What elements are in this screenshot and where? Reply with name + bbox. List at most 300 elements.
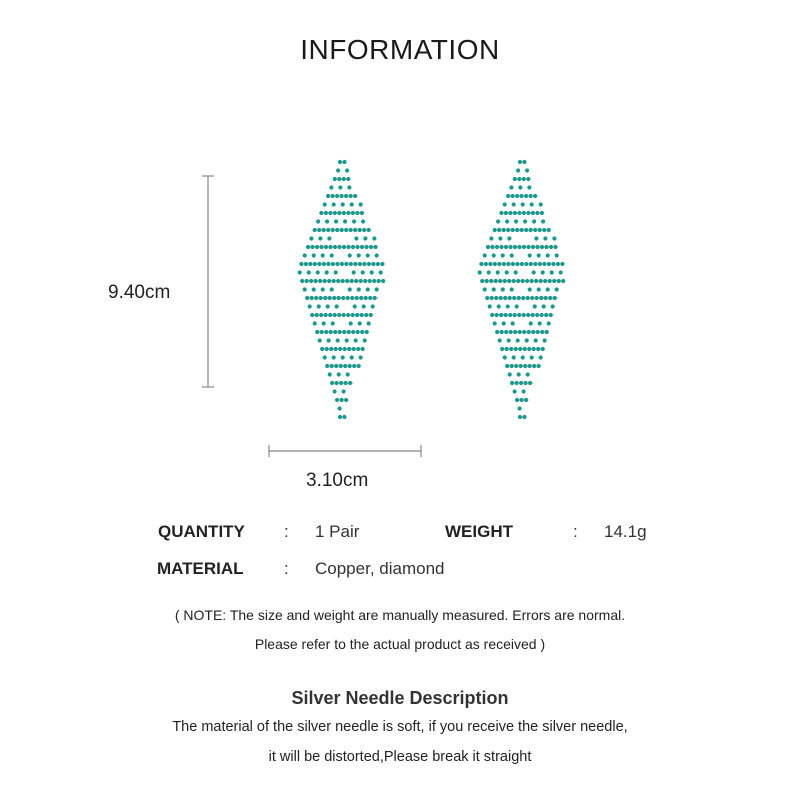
earring-stone — [521, 202, 525, 206]
earring-stone — [343, 347, 347, 351]
earring-stone — [359, 279, 363, 283]
earring-stone — [527, 347, 531, 351]
earring-stone — [525, 168, 529, 172]
earring-stone — [321, 253, 325, 257]
earring-stone — [361, 347, 365, 351]
earring-stone — [547, 228, 551, 232]
earring-stone — [549, 245, 553, 249]
earring-stone — [323, 296, 327, 300]
earring-stone — [501, 287, 505, 291]
earring-stone — [342, 313, 346, 317]
material-separator: : — [284, 559, 289, 578]
earring-stone — [303, 287, 307, 291]
earring-stone — [328, 313, 332, 317]
earring-stone — [496, 270, 500, 274]
earring-stone — [368, 279, 372, 283]
earring-stone — [532, 270, 536, 274]
earring-stone — [517, 372, 521, 376]
earring-stone — [340, 228, 344, 232]
earring-stone — [359, 355, 363, 359]
earring-stone — [329, 330, 333, 334]
earring-stone — [526, 211, 530, 215]
earring-stone — [339, 381, 343, 385]
earring-stone — [521, 355, 525, 359]
earring-stone — [349, 321, 353, 325]
earring-stone — [330, 364, 334, 368]
earring-stone — [334, 364, 338, 368]
earring-stone — [322, 262, 326, 266]
earring-stone — [344, 381, 348, 385]
earring-stone — [361, 219, 365, 223]
earring-stone — [517, 245, 521, 249]
earring-stone — [542, 304, 546, 308]
earring-stone — [326, 262, 330, 266]
earring-stone — [541, 347, 545, 351]
earring-stone — [514, 347, 518, 351]
earring-stone — [533, 262, 537, 266]
earring-stone — [306, 245, 310, 249]
earring-stone — [547, 321, 551, 325]
earring-stone — [367, 228, 371, 232]
earring-stone — [327, 236, 331, 240]
earring-stone — [556, 262, 560, 266]
earring-stone — [310, 245, 314, 249]
earring-stone — [508, 313, 512, 317]
earring-stone — [483, 253, 487, 257]
earring-stone — [535, 245, 539, 249]
earring-stone — [552, 279, 556, 283]
earring-stone — [328, 211, 332, 215]
earring-stone — [498, 236, 502, 240]
earring-stone — [513, 389, 517, 393]
earring-stone — [372, 236, 376, 240]
earring-stone — [332, 202, 336, 206]
earring-stone — [324, 330, 328, 334]
earring-stone — [535, 313, 539, 317]
earring-stone — [315, 245, 319, 249]
earring-stone — [520, 398, 524, 402]
earring-stone — [505, 270, 509, 274]
note-line-1: ( NOTE: The size and weight are manually measured. Errors are normal. — [174, 607, 626, 623]
earring-stone — [521, 279, 525, 283]
earring-stone — [528, 287, 532, 291]
earring-stone — [379, 270, 383, 274]
earring-stone — [496, 219, 500, 223]
earring-stone — [329, 185, 333, 189]
earring-stone — [344, 262, 348, 266]
earring-stone — [518, 415, 522, 419]
earring-stone — [332, 279, 336, 283]
earring-stone — [335, 398, 339, 402]
earring-stone — [538, 321, 542, 325]
earring-stone — [515, 398, 519, 402]
earring-stone — [353, 228, 357, 232]
earring-stone — [341, 296, 345, 300]
weight-separator: : — [573, 522, 578, 541]
earring-stone — [369, 245, 373, 249]
earring-stone — [497, 262, 501, 266]
earring-stone — [313, 321, 317, 325]
earring-stone — [364, 313, 368, 317]
earring-stone — [508, 245, 512, 249]
earring-stone — [498, 279, 502, 283]
earring-stone — [334, 270, 338, 274]
earring-stone — [530, 296, 534, 300]
earring-stone — [549, 313, 553, 317]
earring-stone — [514, 364, 518, 368]
earring-stone — [349, 262, 353, 266]
earring-stone — [346, 372, 350, 376]
earring-stone — [335, 381, 339, 385]
earring-stone — [353, 194, 357, 198]
earring-stone — [517, 313, 521, 317]
earring-stone — [340, 262, 344, 266]
earring-stone — [356, 347, 360, 351]
earring-stone — [505, 364, 509, 368]
earring-stone — [532, 347, 536, 351]
earring-stone — [479, 262, 483, 266]
earring-stone — [328, 296, 332, 300]
earring-stone — [320, 347, 324, 351]
earring-stone — [337, 313, 341, 317]
earring-stone — [358, 228, 362, 232]
earring-stone — [355, 211, 359, 215]
earring-stone — [335, 228, 339, 232]
material-label: MATERIAL — [157, 559, 244, 578]
earring-stone — [542, 228, 546, 232]
earring-stone — [533, 194, 537, 198]
earring-stone — [528, 364, 532, 368]
earring-stone — [502, 228, 506, 232]
earring-stone — [367, 321, 371, 325]
earring-stone — [526, 313, 530, 317]
earring-stone — [530, 202, 534, 206]
earring-stone — [353, 262, 357, 266]
earring-stone — [528, 253, 532, 257]
earring-stone — [346, 177, 350, 181]
earring-stone — [539, 296, 543, 300]
earring-stone — [323, 355, 327, 359]
earring-stone — [375, 253, 379, 257]
width-dimension-line — [269, 445, 421, 457]
earring-stone — [362, 262, 366, 266]
earring-stone — [340, 398, 344, 402]
earring-stone — [512, 279, 516, 283]
earring-stone — [552, 236, 556, 240]
earring-stone — [523, 364, 527, 368]
earring-stone — [348, 364, 352, 368]
earring-stone — [341, 355, 345, 359]
earring-stone — [337, 177, 341, 181]
earring-stone — [345, 168, 349, 172]
earring-stone — [366, 287, 370, 291]
earring-stone — [490, 245, 494, 249]
earring-stone — [486, 245, 490, 249]
earring-stone — [508, 296, 512, 300]
earring-stone — [350, 279, 354, 283]
earring-stone — [381, 279, 385, 283]
earring-stone — [350, 355, 354, 359]
earring-stone — [349, 194, 353, 198]
earring-stone — [522, 211, 526, 215]
earring-stone — [328, 245, 332, 249]
earring-stone — [493, 321, 497, 325]
earring-stone — [328, 372, 332, 376]
earring-stone — [310, 313, 314, 317]
earring-stone — [483, 287, 487, 291]
earring-stone — [322, 228, 326, 232]
earring-stone — [318, 338, 322, 342]
earring-stone — [485, 296, 489, 300]
earring-stone — [515, 262, 519, 266]
earring-stone — [530, 279, 534, 283]
earring-stone — [534, 279, 538, 283]
earring-stone — [487, 270, 491, 274]
earring-stone — [333, 177, 337, 181]
earring-stone — [352, 364, 356, 368]
earring-stone — [535, 211, 539, 215]
height-dimension-line — [202, 176, 214, 387]
earring-stone — [518, 185, 522, 189]
earring-stone — [309, 236, 313, 240]
earring-stone — [342, 415, 346, 419]
earring-stone — [321, 287, 325, 291]
earring-stone — [550, 270, 554, 274]
earring-stone — [335, 304, 339, 308]
earring-stone — [493, 228, 497, 232]
earring-stone — [326, 194, 330, 198]
earring-stone — [553, 245, 557, 249]
earring-stone — [546, 287, 550, 291]
earring-stone — [536, 330, 540, 334]
earring-stone — [360, 330, 364, 334]
earring-stone — [319, 245, 323, 249]
earring-stone — [495, 245, 499, 249]
earring-stone — [536, 347, 540, 351]
earring-stone — [346, 211, 350, 215]
quantity-value: 1 Pair — [315, 522, 360, 541]
earring-stone — [346, 296, 350, 300]
earring-stone — [325, 364, 329, 368]
earring-stone — [512, 202, 516, 206]
earring-stone — [493, 262, 497, 266]
earring-stone — [534, 338, 538, 342]
earring-stone — [330, 381, 334, 385]
earring-stone — [505, 347, 509, 351]
earring-stone — [524, 398, 528, 402]
earring-stone — [341, 279, 345, 283]
earring-stone — [510, 287, 514, 291]
earring-stone — [484, 262, 488, 266]
earring-stone — [497, 304, 501, 308]
earring-stone — [524, 262, 528, 266]
earring-stone — [488, 304, 492, 308]
earring-stone — [544, 296, 548, 300]
earring-stone — [337, 296, 341, 300]
earring-stone — [510, 253, 514, 257]
earring-stone — [507, 338, 511, 342]
earring-right-image — [478, 160, 566, 419]
earring-stone — [540, 330, 544, 334]
earring-stone — [555, 253, 559, 257]
earring-stone — [561, 279, 565, 283]
earring-stone — [522, 313, 526, 317]
earring-stone — [348, 253, 352, 257]
earring-stone — [506, 304, 510, 308]
earring-stone — [557, 279, 561, 283]
earring-stone — [315, 313, 319, 317]
earring-stone — [539, 202, 543, 206]
earring-stone — [310, 296, 314, 300]
earring-stone — [337, 211, 341, 215]
earring-stone — [360, 313, 364, 317]
earring-stone — [330, 253, 334, 257]
earring-stone — [499, 313, 503, 317]
earring-stone — [312, 253, 316, 257]
earring-stone — [363, 338, 367, 342]
earring-stone — [309, 279, 313, 283]
earring-stone — [323, 279, 327, 283]
earring-stone — [539, 355, 543, 359]
note-line-2: Please refer to the actual product as received ) — [254, 636, 546, 652]
earring-stone — [338, 330, 342, 334]
earring-stone — [303, 253, 307, 257]
earring-stone — [345, 279, 349, 283]
earring-stone — [506, 228, 510, 232]
earring-stone — [364, 296, 368, 300]
earring-stone — [338, 185, 342, 189]
earring-stone — [499, 296, 503, 300]
earring-stone — [488, 262, 492, 266]
earring-stone — [351, 313, 355, 317]
earring-stone — [545, 330, 549, 334]
earring-stone — [494, 296, 498, 300]
earring-stone — [307, 270, 311, 274]
earring-stone — [560, 262, 564, 266]
earring-stone — [348, 287, 352, 291]
earring-stone — [371, 262, 375, 266]
earring-stone — [325, 219, 329, 223]
earring-stone — [352, 347, 356, 351]
earring-stone — [325, 347, 329, 351]
earring-stone — [342, 160, 346, 164]
material-value: Copper, diamond — [315, 559, 445, 578]
earring-stone — [351, 330, 355, 334]
earring-stone — [331, 321, 335, 325]
earring-stone — [530, 355, 534, 359]
earring-stone — [332, 355, 336, 359]
earring-stone — [376, 262, 380, 266]
earring-stone — [531, 330, 535, 334]
earring-stone — [506, 194, 510, 198]
earring-stone — [375, 287, 379, 291]
weight-value: 14.1g — [604, 522, 647, 541]
earring-stone — [352, 219, 356, 223]
earring-stone — [357, 253, 361, 257]
earring-stone — [368, 296, 372, 300]
earring-stone — [503, 355, 507, 359]
earring-stone — [503, 279, 507, 283]
earring-stone — [518, 160, 522, 164]
earring-stone — [499, 211, 503, 215]
earring-stone — [333, 245, 337, 249]
earring-stone — [513, 177, 517, 181]
earring-stone — [500, 330, 504, 334]
earring-stone — [522, 415, 526, 419]
earring-stone — [351, 211, 355, 215]
earring-stone — [317, 262, 321, 266]
silver-needle-line-2: it will be distorted,Please break it straight — [268, 749, 532, 765]
earring-stone — [522, 330, 526, 334]
earring-stone — [315, 330, 319, 334]
earring-stone — [367, 262, 371, 266]
height-measurement: 9.40cm — [108, 282, 171, 303]
earring-stone — [360, 245, 364, 249]
earring-stone — [322, 321, 326, 325]
earring-stone — [342, 177, 346, 181]
earring-stone — [543, 236, 547, 240]
earring-stone — [313, 262, 317, 266]
earring-stone — [529, 228, 533, 232]
earring-stone — [500, 347, 504, 351]
earring-stone — [308, 262, 312, 266]
earring-stone — [548, 296, 552, 300]
earring-stone — [354, 338, 358, 342]
earring-stone — [517, 211, 521, 215]
earring-stone — [524, 194, 528, 198]
earring-stone — [355, 313, 359, 317]
earring-stone — [529, 262, 533, 266]
earring-stone — [525, 279, 529, 283]
earring-stone — [380, 262, 384, 266]
earring-stone — [523, 219, 527, 223]
earring-stone — [512, 355, 516, 359]
earring-stone — [489, 279, 493, 283]
earring-stone — [509, 330, 513, 334]
earring-stone — [343, 219, 347, 223]
earring-stone — [316, 219, 320, 223]
earring-stone — [333, 389, 337, 393]
earring-stone — [351, 245, 355, 249]
earring-stone — [340, 194, 344, 198]
earring-stone — [526, 177, 530, 181]
earring-stone — [359, 202, 363, 206]
earring-stone — [347, 185, 351, 189]
earring-stone — [495, 330, 499, 334]
earring-stone — [546, 253, 550, 257]
earring-stone — [360, 211, 364, 215]
earring-stone — [505, 219, 509, 223]
earring-stone — [498, 338, 502, 342]
earring-stone — [511, 262, 515, 266]
earring-stone — [362, 304, 366, 308]
earring-stone — [335, 262, 339, 266]
earring-stone — [480, 279, 484, 283]
earring-stone — [516, 338, 520, 342]
earring-stone — [377, 279, 381, 283]
earring-stone — [347, 347, 351, 351]
earring-stone — [333, 330, 337, 334]
earring-stone — [526, 372, 530, 376]
earring-stone — [324, 245, 328, 249]
earring-stone — [331, 262, 335, 266]
earring-stone — [325, 270, 329, 274]
earring-stone — [332, 296, 336, 300]
earring-stone — [338, 347, 342, 351]
earring-stone — [334, 219, 338, 223]
earring-stone — [357, 364, 361, 368]
earring-stone — [337, 372, 341, 376]
